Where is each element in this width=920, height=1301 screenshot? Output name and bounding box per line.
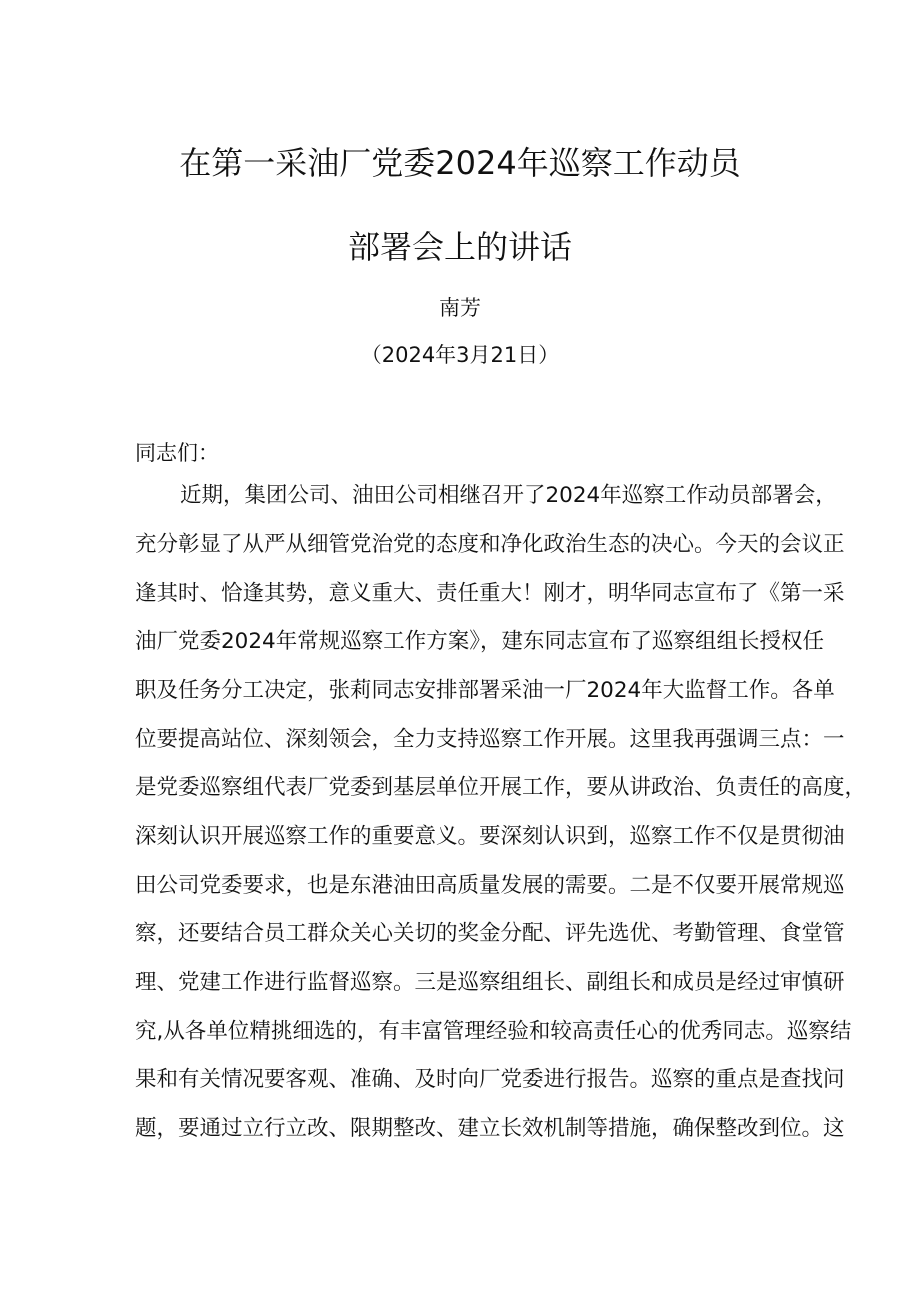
body-line: 果和有关情况要客观、准确、及时向厂党委进行报告。巡察的重点是查找问 [135,1067,845,1092]
body-line: 理、党建工作进行监督巡察。三是巡察组组长、副组长和成员是经过审慎研 [135,970,845,995]
body-line: 察，还要结合员工群众关心关切的奖金分配、评先选优、考勤管理、食堂管 [135,921,845,946]
title-line-1: 在第一采油厂党委2024年巡察工作动员 [179,144,741,182]
title-line-2: 部署会上的讲话 [347,228,572,266]
speech-date: （2024年3月21日） [360,343,560,367]
body-line: 近期，集团公司、油田公司相继召开了2024年巡察工作动员部署会， [180,483,837,508]
body-line: 深刻认识开展巡察工作的重要意义。要深刻认识到，巡察工作不仅是贯彻油 [135,824,845,849]
body-line: 逢其时、恰逢其势，意义重大、责任重大！刚才，明华同志宣布了《第一采 [135,581,845,606]
body-line: 是党委巡察组代表厂党委到基层单位开展工作，要从讲政治、负责任的高度， [135,775,867,800]
body-line: 油厂党委2024年常规巡察工作方案》，建东同志宣布了巡察组组长授权任 [135,629,824,654]
body-line: 究,从各单位精挑细选的，有丰富管理经验和较高责任心的优秀同志。巡察结 [135,1019,852,1044]
author: 南芳 [439,296,481,320]
body-line: 田公司党委要求，也是东港油田高质量发展的需要。二是不仅要开展常规巡 [135,873,845,898]
body-line: 充分彰显了从严从细管党治党的态度和净化政治生态的决心。今天的会议正 [135,532,845,557]
body-line: 位要提高站位、深刻领会，全力支持巡察工作开展。这里我再强调三点：一 [135,727,845,752]
body-line: 职及任务分工决定，张莉同志安排部署采油一厂2024年大监督工作。各单 [135,678,835,703]
salutation: 同志们： [135,441,219,465]
body-line: 题，要通过立行立改、限期整改、建立长效机制等措施，确保整改到位。这 [135,1116,845,1141]
